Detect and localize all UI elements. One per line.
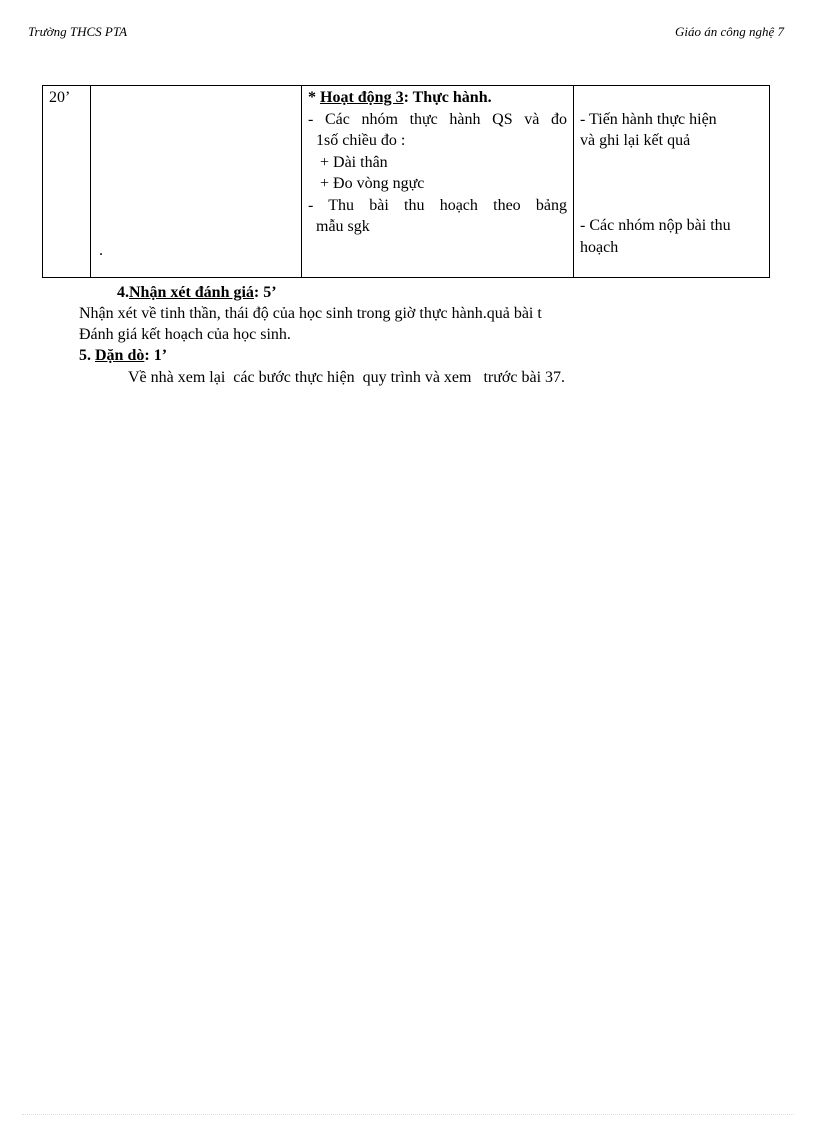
student-line: hoạch: [580, 238, 619, 256]
section5-title: Dặn dò: [95, 347, 145, 364]
section5-heading: [79, 345, 167, 366]
cell-mark: .: [99, 242, 103, 259]
section4-heading: [117, 282, 277, 303]
student-line: - Tiến hành thực hiện: [580, 110, 717, 128]
section5-number: 5.: [79, 347, 91, 364]
student-line: - Các nhóm nộp bài thu: [580, 217, 731, 234]
student-cell: [574, 86, 769, 277]
section4-title: Nhận xét đánh giá: [129, 284, 254, 301]
activity-star: *: [308, 89, 316, 106]
activity-line: 1số chiều đo :: [316, 132, 406, 149]
lesson-table: [42, 85, 770, 278]
activity-line: + Dài thân: [320, 153, 388, 171]
time-value: 20’: [49, 89, 71, 106]
time-cell: [43, 86, 91, 277]
teacher-cell: [91, 86, 302, 277]
section4-line: Đánh giá kết hoạch của học sinh.: [79, 326, 291, 343]
activity-line: + Đo vòng ngực: [320, 175, 425, 192]
section4-line: Nhận xét về tinh thần, thái độ của học sinh trong giờ thực hành.quả bài t: [79, 305, 542, 322]
section4-after: : 5’: [253, 284, 277, 301]
page-bottom-border: [22, 1114, 794, 1115]
header-subject: Giáo án công nghệ 7: [674, 24, 784, 39]
activity-cell: [302, 86, 574, 277]
header-school: Trường THCS PTA: [28, 24, 128, 39]
activity-title-underlined: Hoạt động 3: [320, 89, 404, 106]
activity-line: - Thu bài thu hoạch theo bảng: [308, 196, 567, 214]
section5-after: : 1’: [144, 347, 168, 364]
activity-line: mẫu sgk: [316, 218, 370, 235]
section4-number: 4.: [117, 284, 129, 301]
student-line: và ghi lại kết quả: [580, 132, 691, 149]
section5-line: Về nhà xem lại các bước thực hiện quy trình và xem trước bài 37.: [128, 369, 566, 386]
activity-title-rest: : Thực hành.: [403, 89, 492, 106]
activity-title: [308, 87, 567, 109]
activity-line: - Các nhóm thực hành QS và đo: [308, 110, 567, 128]
